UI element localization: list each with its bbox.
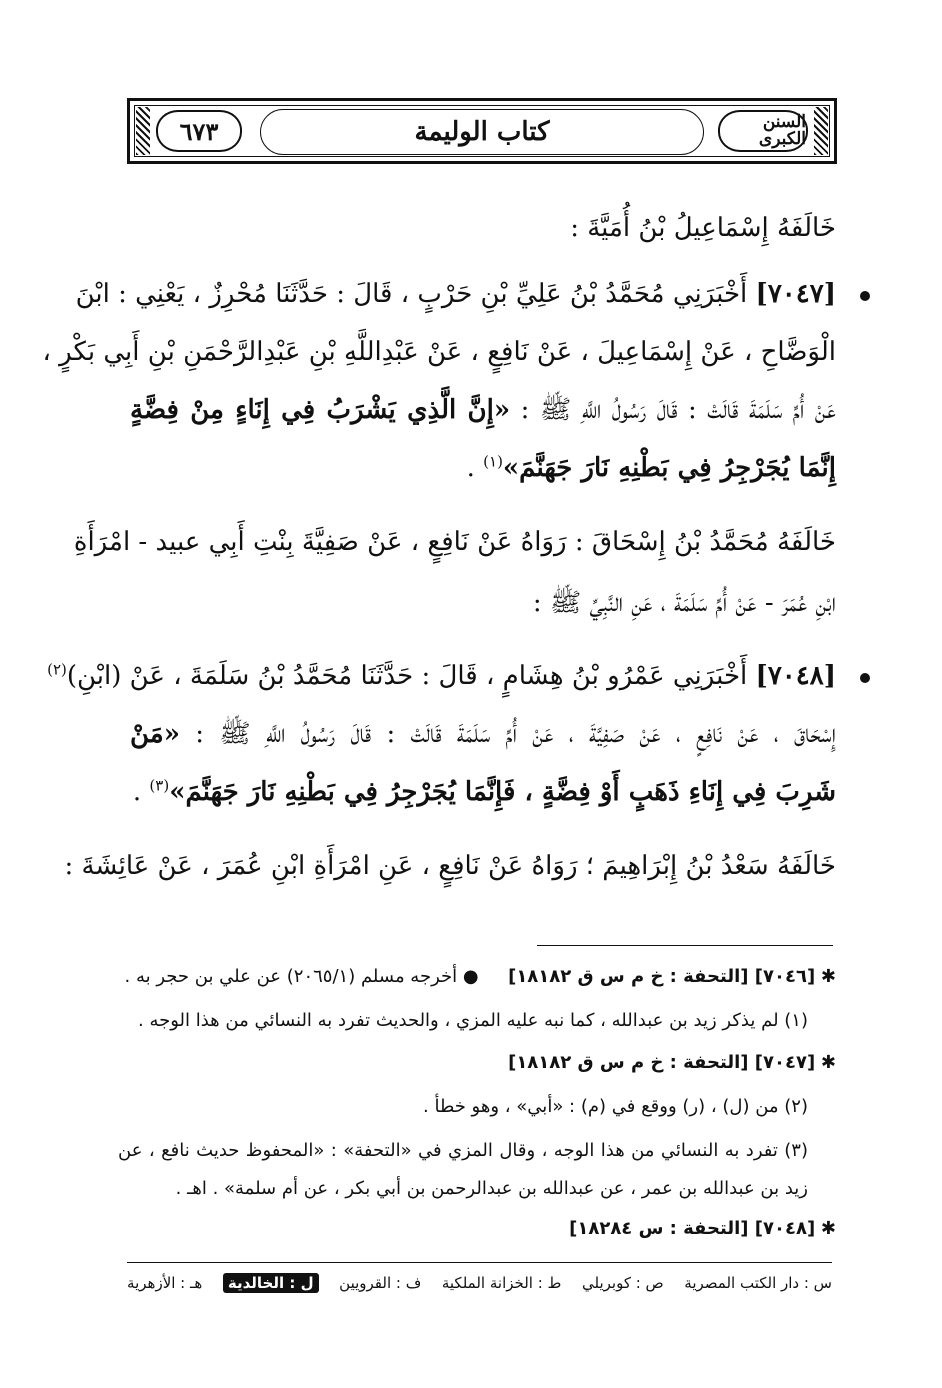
- hadith-text: أَخْبَرَنِي مُحَمَّدُ بْنُ عَلِيِّ بْنِ حَرْبٍ ، قَالَ : حَدَّثَنَا مُحْرِزٌ ، يَعْنِي : ابْنَ: [75, 279, 748, 309]
- footnote-7046: [124, 962, 836, 992]
- asterisk-icon: ✱: [820, 1052, 836, 1073]
- asterisk-icon: ✱: [820, 966, 836, 987]
- legend-item-s: س : دار الكتب المصرية: [684, 1274, 832, 1292]
- page-header: [127, 98, 837, 164]
- hadith-number: [٧٠٤٨]: [755, 661, 836, 691]
- tuhfa-reference: [٧٠٤٦] [التحفة : خ م س ق ١٨١٨٢]: [508, 966, 816, 987]
- footnote-1: (١) لم يذكر زيد بن عبدالله ، كما نبه عليه المزي ، والحديث تفرد به النسائي من هذا الوجه .: [138, 1010, 808, 1031]
- hadith-7048-line-2: [130, 714, 836, 756]
- footnote-7047: [130, 1048, 836, 1078]
- hadith-7047-line-2: الْوَضَّاحِ ، عَنْ إِسْمَاعِيلَ ، عَنْ نَافِعٍ ، عَنْ عَبْدِاللَّهِ بْنِ عَبْدِالرَّحْمَنِ بْنِ أَبِي بَكْرٍ ،: [42, 337, 836, 367]
- tuhfa-reference: [٧٠٤٧] [التحفة : خ م س ق ١٨١٨٢]: [508, 1052, 816, 1073]
- period: .: [132, 777, 150, 807]
- paragraph-3: خَالَفَهُ سَعْدُ بْنُ إِبْرَاهِيمَ ؛ رَوَاهُ عَنْ نَافِعٍ ، عَنِ امْرَأَةِ ابْنِ عُمَرَ ، عَنْ عَائِشَةَ :: [64, 851, 836, 881]
- bullet-icon: [860, 291, 870, 301]
- hadith-7047-line-1: [75, 274, 836, 316]
- legend-item-sad: ص : كوبريلي: [581, 1274, 664, 1292]
- matn-text: شَرِبَ فِي إِنَاءِ ذَهَبٍ أَوْ فِضَّةٍ ، فَإِنَّمَا يُجَرْجِرُ فِي بَطْنِهِ نَارَ جَهَنَّمَ»: [169, 777, 836, 807]
- ornament-right: [814, 107, 828, 155]
- period: .: [466, 453, 484, 483]
- hadith-7048-line-1: [47, 656, 836, 698]
- footnote-ref: (٢): [47, 660, 67, 679]
- footnote-7048: [130, 1214, 836, 1244]
- hadith-text: إِسْحَاقَ ، عَنْ نَافِعٍ ، عَنْ صَفِيَّةَ ، عَنْ أُمِّ سَلَمَةَ قَالَتْ : قَالَ رَسُولُ اللَّهِ ﷺ :: [195, 719, 837, 749]
- footnote-3-line-2: زيد بن عبدالله بن عمر ، عن عبدالله بن عبدالرحمن بن أبي بكر ، عن أم سلمة» . اهـ .: [175, 1178, 808, 1199]
- legend-item-l-highlighted: ل : الخالدية: [223, 1273, 319, 1293]
- hadith-text: عَنْ أُمِّ سَلَمَةَ قَالَتْ : قَالَ رَسُولُ اللَّهِ ﷺ :: [520, 395, 836, 425]
- hadith-number: [٧٠٤٧]: [755, 279, 836, 309]
- legend-item-t: ط : الخزانة الملكية: [441, 1274, 562, 1292]
- page-number: ٦٧٣: [156, 110, 242, 152]
- asterisk-icon: ✱: [820, 1218, 836, 1239]
- legend-separator: [127, 1262, 832, 1263]
- footnote-2: (٢) من (ل) ، (ر) ووقع في (م) : «أبي» ، وهو خطأ .: [423, 1096, 808, 1117]
- book-name-logo: السنن الكبرى: [718, 110, 808, 152]
- hadith-7047-line-4: [130, 448, 836, 490]
- matn-text: «مَنْ: [130, 719, 180, 749]
- chapter-title: كتاب الوليمة: [260, 109, 704, 155]
- bullet-icon: [860, 673, 870, 683]
- tuhfa-reference: [٧٠٤٨] [التحفة : س ١٨٢٨٤]: [569, 1218, 816, 1239]
- footnote-ref: (١): [483, 452, 503, 471]
- text-line: خَالَفَهُ إِسْمَاعِيلُ بْنُ أُمَيَّةَ :: [570, 213, 836, 243]
- legend-item-h: هـ : الأزهرية: [127, 1274, 203, 1292]
- matn-text: «إِنَّ الَّذِي يَشْرَبُ فِي إِنَاءٍ مِنْ فِضَّةٍ: [130, 395, 511, 425]
- legend-item-f: ف : القرويين: [339, 1274, 422, 1292]
- footnote-ref: (٣): [149, 776, 170, 795]
- paragraph-2-line-1: خَالَفَهُ مُحَمَّدُ بْنُ إِسْحَاقَ : رَوَاهُ عَنْ نَافِعٍ ، عَنْ صَفِيَّةَ بِنْتِ أَبِي عبيد - امْرَأَةِ: [73, 527, 836, 557]
- footnote-3-line-1: (٣) تفرد به النسائي من هذا الوجه ، وقال المزي في «التحفة» : «المحفوظ حديث نافع ، عن: [118, 1140, 808, 1161]
- hadith-7048-line-3: [130, 772, 836, 814]
- hadith-text: أَخْبَرَنِي عَمْرُو بْنُ هِشَامٍ ، قَالَ : حَدَّثَنَا مُحَمَّدُ بْنُ سَلَمَةَ ، عَنْ (ابْنِ): [66, 661, 748, 691]
- ornament-left: [136, 107, 150, 155]
- takhrij-text: أخرجه مسلم (٢٠٦٥/١) عن علي بن حجر به .: [124, 966, 458, 987]
- paragraph-2-line-2: ابْنِ عُمَرَ - عَنْ أُمِّ سَلَمَةَ ، عَنِ النَّبِيِّ ﷺ :: [532, 588, 836, 618]
- manuscript-legend: [127, 1268, 832, 1298]
- matn-text: إِنَّمَا يُجَرْجِرُ فِي بَطْنِهِ نَارَ جَهَنَّمَ»: [502, 453, 836, 483]
- hadith-7047-line-3: [130, 390, 836, 432]
- bullet-icon: ●: [462, 966, 479, 987]
- footnote-separator: [537, 945, 833, 946]
